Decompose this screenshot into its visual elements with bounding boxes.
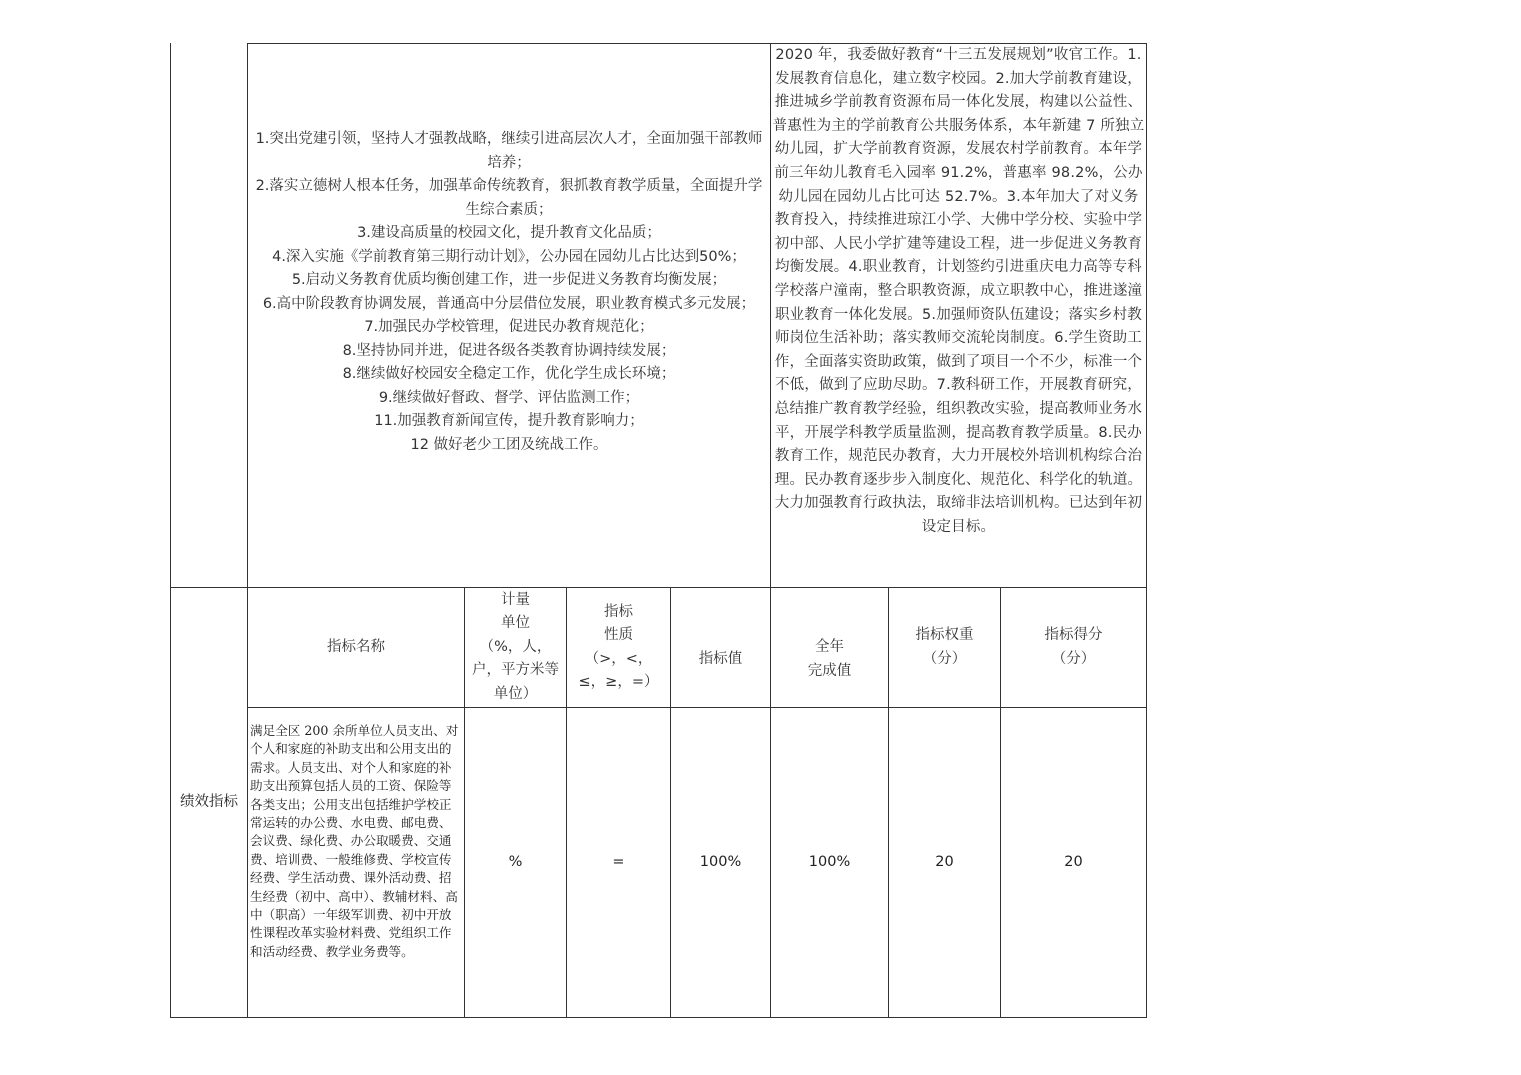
plan-item: 8.坚持协同并进，促进各级各类教育协调持续发展；	[342, 342, 676, 359]
row-weight: 20	[935, 853, 954, 870]
grid-line	[247, 43, 248, 1018]
plan-item: 11.加强教育新闻宣传，提升教育影响力；	[374, 413, 644, 429]
header-weight-line: 指标权重	[915, 627, 974, 643]
completion-description: 2020 年，我委做好教育“十三五发展规划”收官工作。1.发展教育信息化，建立数字校园。2.加大学前教育建设，推进城乡学前教育资源布局一体化发展，构建以公益性、普惠性为主的学前教育公共服务体系，本年新建 7 所独立幼儿园，扩大学前教育资源，发展农村学前教育。本年学前三年幼儿教育毛入园率 91.2%，普惠率 98.2%，公办幼儿园在园幼儿占比可达 52.7%。3.本年加大了对义务教育投入，持续推进琼江小学、大佛中学分校、实验中学初中部、人民小学扩建等建设工程，进一步促进义务教育均衡发展。4.职业教育，计划签约引进重庆电力高等专科学校落户潼南，整合职教资源，成立职教中心，推进遂潼职业教育一体化发展。5.加强师资队伍建设；落实乡村教师岗位生活补助；落实教师交流轮岗制度。6.学生资助工作，全面落实资助政策，做到了项目一个不少，标准一个不低，做到了应助尽助。7.教科研工作，开展教育研究，总结推广教育教学经验，组织教改实验，提高教师业务水平，开展学科教学质量监测，提高教育教学质量。8.民办教育工作，规范民办教育，大力开展校外培训机构综合治理。民办教育逐步步入制度化、规范化、科学化的轨道。大力加强教育行政执法，取缔非法培训机构。已达到年初设定目标。	[772, 47, 1145, 535]
header-nature-line: ≤，≥，=）	[578, 674, 659, 690]
annual-plan-list	[249, 128, 769, 457]
grid-line	[170, 1017, 1147, 1018]
row-nature: =	[612, 853, 625, 870]
plan-item: 2.落实立德树人根本任务，加强革命传统教育，狠抓教育教学质量，全面提升学生综合素质；	[255, 178, 763, 218]
header-nature	[567, 588, 670, 707]
header-nature-line: 性质	[604, 627, 633, 643]
plan-item: 9.继续做好督政、督学、评估监测工作；	[378, 389, 640, 406]
header-score	[1001, 588, 1146, 707]
header-nature-line: （>，<，	[584, 650, 653, 667]
header-unit-line: 计量	[501, 591, 530, 608]
plan-item: 8.继续做好校园安全稳定工作，优化学生成长环境；	[342, 366, 676, 382]
plan-item: 3.建设高质量的校园文化，提升教育文化品质；	[357, 225, 661, 241]
header-target-value: 指标值	[698, 650, 743, 667]
header-completed-line: 完成值	[807, 662, 852, 679]
plan-item: 6.高中阶段教育协调发展，普通高中分层借位发展，职业教育模式多元发展；	[262, 295, 756, 312]
grid-line	[1146, 43, 1147, 1018]
section-label: 绩效指标	[180, 793, 238, 810]
header-weight	[889, 588, 1000, 707]
header-score-line: 指标得分	[1044, 627, 1103, 643]
header-unit-line: （%，人，	[479, 638, 552, 655]
indicator-description: 满足全区 200 余所单位人员支出、对个人和家庭的补助支出和公用支出的需求。人员支出、对个人和家庭的补助支出预算包括人员的工资、保险等各类支出；公用支出包括维护学校正常运转的办公费、水电费、邮电费、会议费、绿化费、办公取暖费、交通费、培训费、一般维修费、学校宣传经费、学生活动费、课外活动费、招生经费（初中、高中）、教辅材料、高中（职高）一年级军训费、初中开放性课程改革实验材料费、党组织工作和活动经费、教学业务费等。	[250, 723, 459, 959]
header-nature-line: 指标	[604, 603, 633, 620]
header-score-line: （分）	[1051, 650, 1096, 667]
plan-item: 5.启动义务教育优质均衡创建工作，进一步促进义务教育均衡发展；	[291, 272, 727, 288]
plan-item: 7.加强民办学校管理，促进民办教育规范化；	[364, 319, 654, 335]
header-unit-line: 单位）	[493, 685, 538, 702]
header-weight-line: （分）	[922, 650, 967, 667]
row-completed-value: 100%	[808, 853, 851, 870]
plan-item: 12 做好老少工团及统战工作。	[410, 436, 608, 453]
header-unit-line: 单位	[501, 615, 530, 632]
header-indicator-name: 指标名称	[327, 638, 385, 655]
row-target-value: 100%	[699, 853, 742, 870]
row-unit: %	[508, 853, 523, 870]
plan-item: 1.突出党建引领，坚持人才强教战略，继续引进高层次人才，全面加强干部教师培养；	[255, 131, 763, 171]
plan-item: 4.深入实施《学前教育第三期行动计划》，公办园在园幼儿占比达到50%；	[272, 248, 746, 265]
header-unit-line: 户，平方米等	[472, 662, 559, 679]
header-unit	[465, 588, 566, 707]
row-score: 20	[1064, 853, 1083, 870]
header-completed-line: 全年	[815, 639, 844, 655]
